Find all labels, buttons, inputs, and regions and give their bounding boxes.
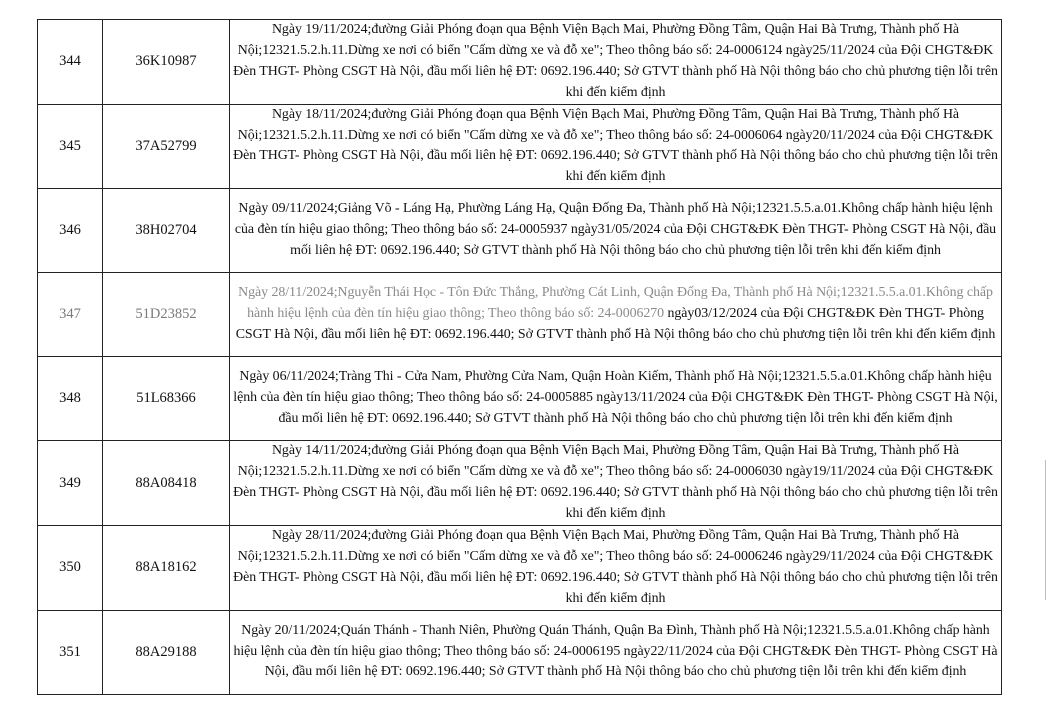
violation-description: Ngày 09/11/2024;Giảng Võ - Láng Hạ, Phường Láng Hạ, Quận Đống Đa, Thành phố Hà Nội;12321.5.5.a.01.Không chấp hành hiệu lệnh của đèn tín hiệu giao thông; Theo thông báo số: 24-0005937 ngày31/05/2024 của Đội CHGT&ĐK Đèn THGT- Phòng CSGT Hà Nội, đầu mối liên hệ ĐT: 0692.196.440; Sở GTVT thành phố Hà Nội thông báo cho chủ phương tiện lỗi trên khi đến kiểm định [230, 189, 1002, 273]
row-number: 351 [38, 610, 103, 694]
violation-description: Ngày 14/11/2024;đường Giải Phóng đoạn qua Bệnh Viện Bạch Mai, Phường Đồng Tâm, Quận Hai Bà Trưng, Thành phố Hà Nội;12321.5.2.h.11.Dừng xe nơi có biển "Cấm dừng xe và đỗ xe"; Theo thông báo số: 24-0006030 ngày19/11/2024 của Đội CHGT&ĐK Đèn THGT- Phòng CSGT Hà Nội, đầu mối liên hệ ĐT: 0692.196.440; Sở GTVT thành phố Hà Nội thông báo cho chủ phương tiện lỗi trên khi đến kiểm định [230, 441, 1002, 526]
row-number: 346 [38, 189, 103, 273]
table-row [38, 525, 1002, 610]
table-row [38, 610, 1002, 694]
violation-description: Ngày 18/11/2024;đường Giải Phóng đoạn qua Bệnh Viện Bạch Mai, Phường Đồng Tâm, Quận Hai Bà Trưng, Thành phố Hà Nội;12321.5.2.h.11.Dừng xe nơi có biển "Cấm dừng xe và đỗ xe"; Theo thông báo số: 24-0006064 ngày20/11/2024 của Đội CHGT&ĐK Đèn THGT- Phòng CSGT Hà Nội, đầu mối liên hệ ĐT: 0692.196.440; Sở GTVT thành phố Hà Nội thông báo cho chủ phương tiện lỗi trên khi đến kiểm định [230, 104, 1002, 189]
table-row [38, 357, 1002, 441]
row-number: 345 [38, 104, 103, 189]
license-plate: 38H02704 [103, 189, 230, 273]
violations-table [37, 19, 1002, 695]
row-number: 350 [38, 525, 103, 610]
table-row [38, 441, 1002, 526]
license-plate: 51D23852 [103, 273, 230, 357]
scan-edge-line [1045, 460, 1046, 600]
license-plate: 88A18162 [103, 525, 230, 610]
violation-description-faded-part: Ngày 28/11/2024;Nguyễn Thái Học - Tôn Đức Thắng, Phường Cát Linh, Quận Đống Đa, Thành phố Hà Nội;12321.5.5.a.01.Không chấp hành hiệu lệnh của đèn tín hiệu giao thông; Theo thông báo số: 24-0006270 [238, 285, 993, 322]
violation-description: Ngày 06/11/2024;Tràng Thi - Cửa Nam, Phường Cửa Nam, Quận Hoàn Kiếm, Thành phố Hà Nội;12321.5.5.a.01.Không chấp hành hiệu lệnh của đèn tín hiệu giao thông; Theo thông báo số: 24-0005885 ngày13/11/2024 của Đội CHGT&ĐK Đèn THGT- Phòng CSGT Hà Nội, đầu mối liên hệ ĐT: 0692.196.440; Sở GTVT thành phố Hà Nội thông báo cho chủ phương tiện lỗi trên khi đến kiểm định [230, 357, 1002, 441]
violation-description [230, 273, 1002, 357]
license-plate: 36K10987 [103, 20, 230, 105]
table-row [38, 189, 1002, 273]
license-plate: 88A29188 [103, 610, 230, 694]
license-plate: 88A08418 [103, 441, 230, 526]
row-number: 348 [38, 357, 103, 441]
violation-description: Ngày 20/11/2024;Quán Thánh - Thanh Niên, Phường Quán Thánh, Quận Ba Đình, Thành phố Hà Nội;12321.5.5.a.01.Không chấp hành hiệu lệnh của đèn tín hiệu giao thông; Theo thông báo số: 24-0006195 ngày22/11/2024 của Đội CHGT&ĐK Đèn THGT- Phòng CSGT Hà Nội, đầu mối liên hệ ĐT: 0692.196.440; Sở GTVT thành phố Hà Nội thông báo cho chủ phương tiện lỗi trên khi đến kiểm định [230, 610, 1002, 694]
row-number: 349 [38, 441, 103, 526]
table-row [38, 20, 1002, 105]
table-row [38, 104, 1002, 189]
license-plate: 51L68366 [103, 357, 230, 441]
row-number: 347 [38, 273, 103, 357]
violation-description: Ngày 19/11/2024;đường Giải Phóng đoạn qua Bệnh Viện Bạch Mai, Phường Đồng Tâm, Quận Hai Bà Trưng, Thành phố Hà Nội;12321.5.2.h.11.Dừng xe nơi có biển "Cấm dừng xe và đỗ xe"; Theo thông báo số: 24-0006124 ngày25/11/2024 của Đội CHGT&ĐK Đèn THGT- Phòng CSGT Hà Nội, đầu mối liên hệ ĐT: 0692.196.440; Sở GTVT thành phố Hà Nội thông báo cho chủ phương tiện lỗi trên khi đến kiểm định [230, 20, 1002, 105]
table-row [38, 273, 1002, 357]
violation-description: Ngày 28/11/2024;đường Giải Phóng đoạn qua Bệnh Viện Bạch Mai, Phường Đồng Tâm, Quận Hai Bà Trưng, Thành phố Hà Nội;12321.5.2.h.11.Dừng xe nơi có biển "Cấm dừng xe và đỗ xe"; Theo thông báo số: 24-0006246 ngày29/11/2024 của Đội CHGT&ĐK Đèn THGT- Phòng CSGT Hà Nội, đầu mối liên hệ ĐT: 0692.196.440; Sở GTVT thành phố Hà Nội thông báo cho chủ phương tiện lỗi trên khi đến kiểm định [230, 525, 1002, 610]
license-plate: 37A52799 [103, 104, 230, 189]
row-number: 344 [38, 20, 103, 105]
violation-description-rest: ngày03/12/2024 của Đội CHGT&ĐK Đèn THGT- Phòng CSGT Hà Nội, đầu mối liên hệ ĐT: 0692.196.440; Sở GTVT thành phố Hà Nội thông báo cho chủ phương tiện lỗi trên khi đến kiểm định [235, 306, 996, 343]
